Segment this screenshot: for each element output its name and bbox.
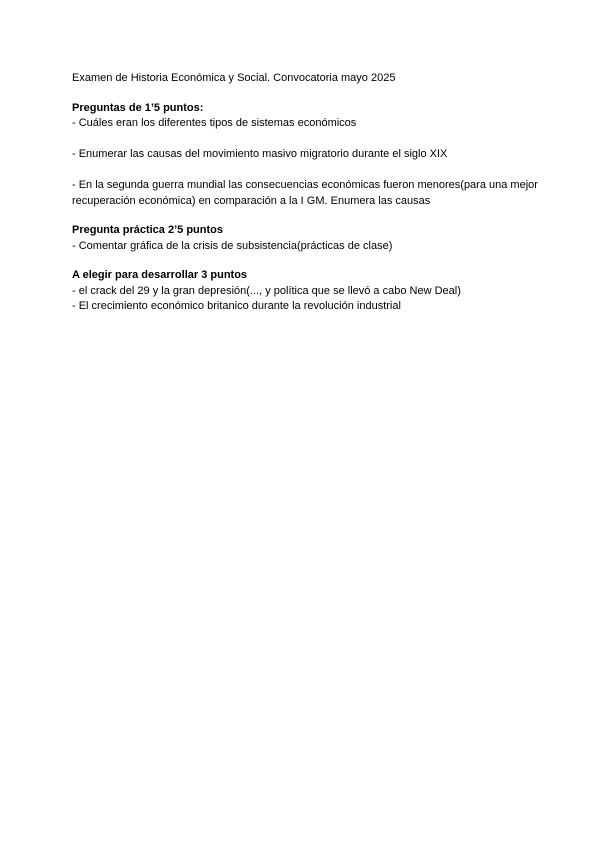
section-a-elegir [72, 268, 542, 315]
question-item: - el crack del 29 y la gran depresión(..., y política que se llevó a cabo New Deal) [72, 284, 461, 297]
section-heading: Pregunta práctica 2’5 puntos [72, 224, 223, 236]
question-item: - El crecimiento económico britanico durante la revolución industrial [72, 300, 401, 312]
spacer [72, 163, 542, 179]
document-title: Examen de Historia Económica y Social. Convocatoria mayo 2025 [72, 72, 396, 84]
spacer [72, 132, 542, 148]
question-item: - En la segunda guerra mundial las consecuencias económicas fueron menores(para una mejor recuperación económica) en comparación a la I GM. Enumera las causas [72, 179, 538, 207]
section-heading: A elegir para desarrollar 3 puntos [72, 269, 248, 281]
document-content [72, 71, 542, 315]
question-item: - Enumerar las causas del movimiento masivo migratorio durante el siglo XIX [72, 148, 448, 160]
question-item: - Cuáles eran los diferentes tipos de sistemas económicos [72, 117, 357, 129]
section-pregunta-practica [72, 223, 542, 254]
question-item: - Comentar gráfica de la crisis de subsistencia(prácticas de clase) [72, 239, 393, 252]
section-heading: Preguntas de 1’5 puntos: [72, 101, 204, 114]
section-preguntas [72, 101, 542, 210]
